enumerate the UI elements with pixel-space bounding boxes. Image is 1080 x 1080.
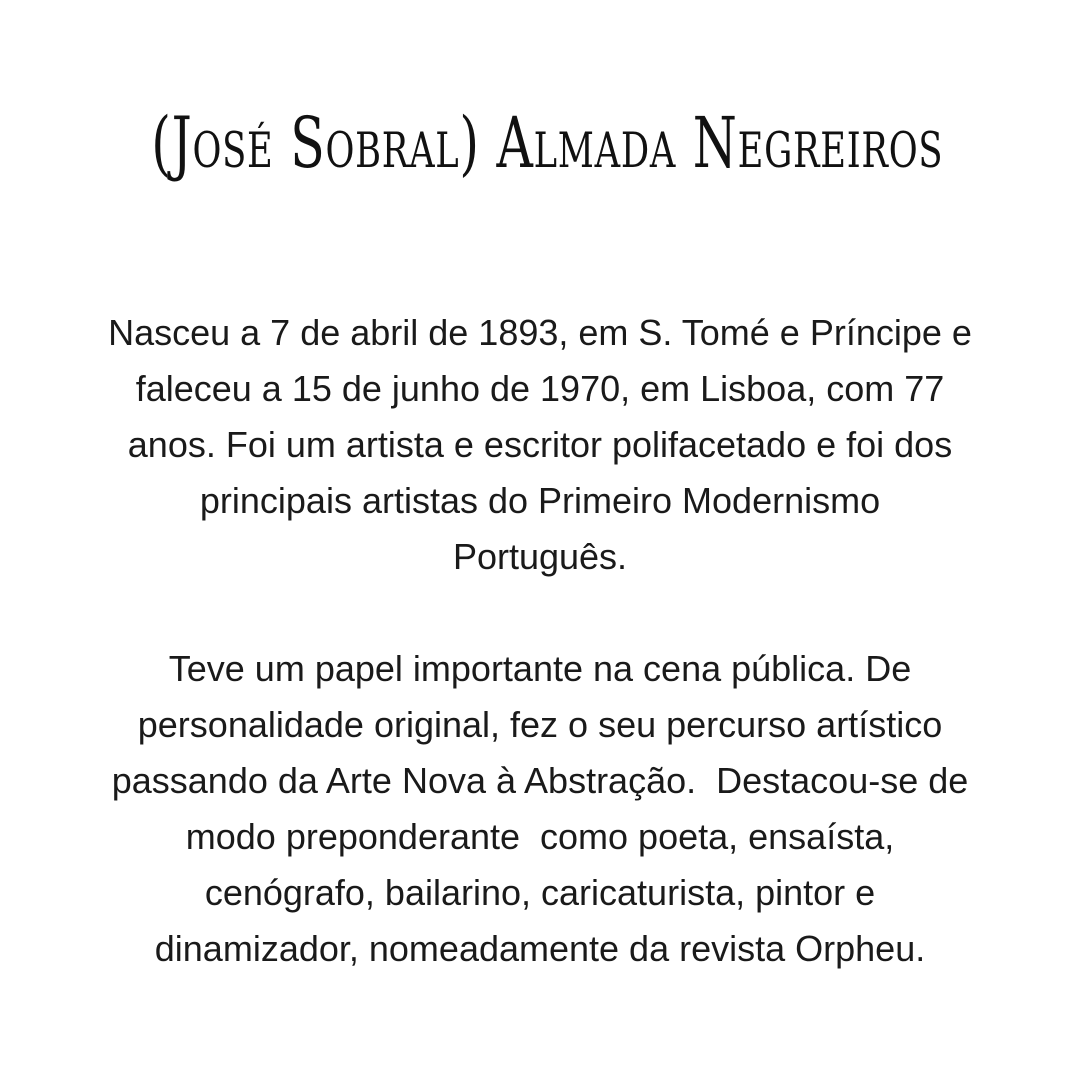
paragraph-line: modo preponderante como poeta, ensaísta, [185,816,895,857]
paragraph-line: dinamizador, nomeadamente da revista Orpheu. [154,928,926,969]
paragraph-line: cenógrafo, bailarino, caricaturista, pintor e [204,872,876,913]
paragraph-line: faleceu a 15 de junho de 1970, em Lisboa, com 77 [135,368,945,409]
paragraph-line: anos. Foi um artista e escritor polifacetado e foi dos [127,424,953,465]
paragraph-line: personalidade original, fez o seu percurso artístico [137,704,943,745]
page-title: (José Sobral) Almada Negreiros [151,102,944,184]
paragraph-line: Teve um papel importante na cena pública. De [168,648,912,689]
paragraph-career [40,641,1040,977]
paragraph-line: principais artistas do Primeiro Modernismo [199,480,881,521]
paragraph-line: Nasceu a 7 de abril de 1893, em S. Tomé e Príncipe e [108,312,972,353]
paragraph-line: Português. [452,536,628,577]
paragraph-line: passando da Arte Nova à Abstração. Destacou-se de [111,760,969,801]
paragraph-biography [40,305,1040,585]
